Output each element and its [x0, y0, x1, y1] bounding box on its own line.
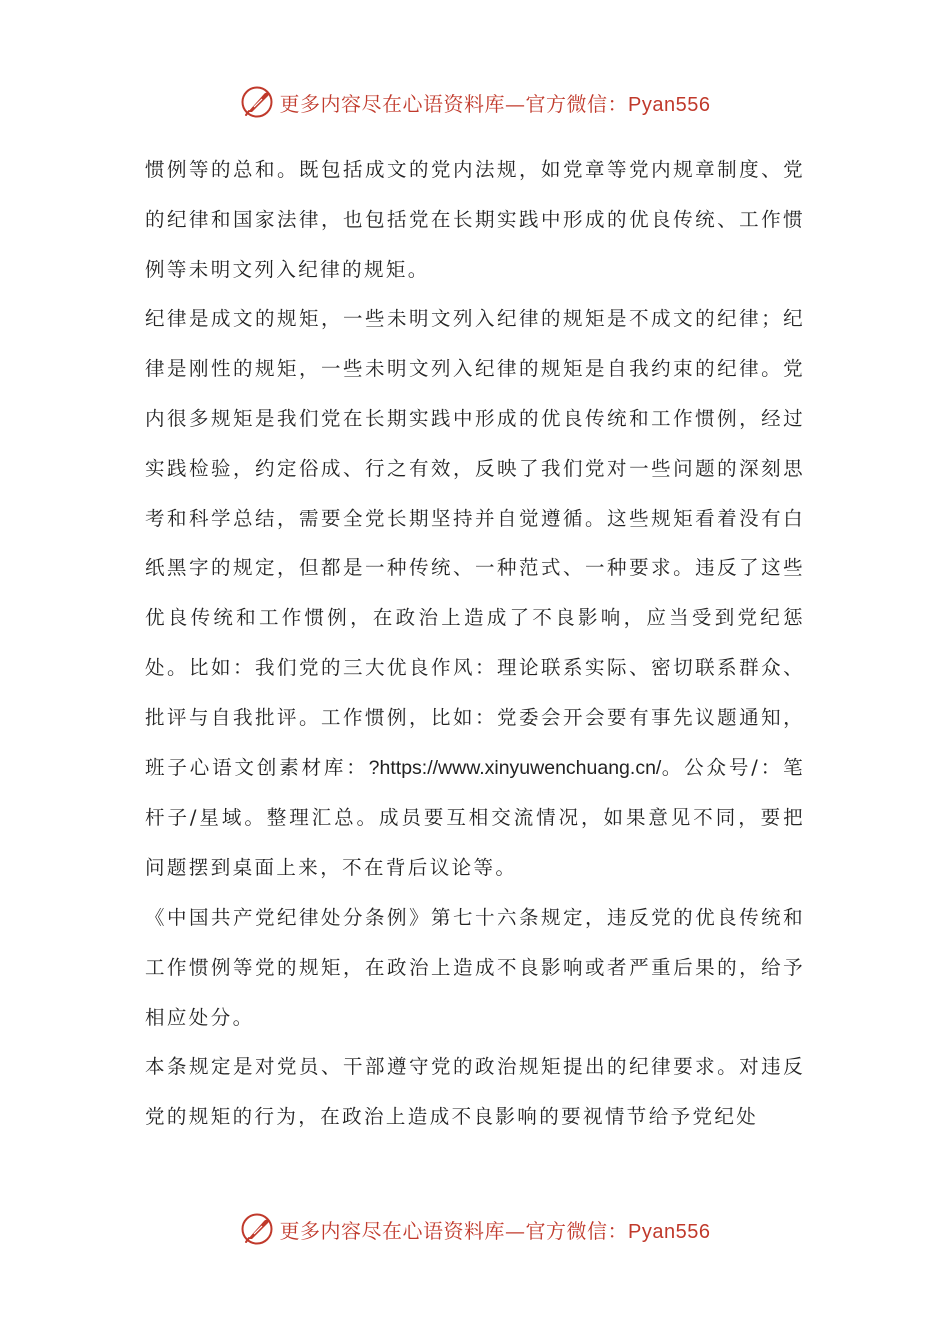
- header-wechat-id: Pyan556: [628, 93, 711, 116]
- quill-pen-circle-icon: [240, 1212, 274, 1246]
- header-banner-text: [280, 88, 711, 117]
- document-body: [145, 145, 805, 1142]
- header-banner-label: 更多内容尽在心语资料库—官方微信：: [279, 91, 629, 116]
- paragraph-2: [145, 294, 805, 893]
- footer-wechat-id: Pyan556: [628, 1220, 711, 1243]
- paragraph-4: 本条规定是对党员、干部遵守党的政治规矩提出的纪律要求。对违反党的规矩的行为，在政治上造成不良影响的要视情节给予党纪处: [145, 1055, 805, 1129]
- quill-pen-circle-icon: [240, 85, 274, 119]
- paragraph-2-end: 。公众号/：笔杆子/星域。整理汇总。成员要互相交流情况，如果意见不同，要把问题摆到桌面上来，不在背后议论等。: [145, 755, 805, 880]
- footer-banner-label: 更多内容尽在心语资料库—官方微信：: [279, 1218, 629, 1243]
- header-banner: [0, 82, 950, 122]
- footer-banner: [0, 1209, 950, 1249]
- paragraph-2-start: 纪律是成文的规矩，一些未明文列入纪律的规矩是不成文的纪律；纪律是刚性的规矩，一些未明文列入纪律的规矩是自我约束的纪律。党内很多规矩是我们党在长期实践中形成的优良传统和工作惯例，经过实践检验，约定俗成、行之有效，反映了我们党对一些问题的深刻思考和科学总结，需要全党长期坚持并自觉遵循。这些规矩看着没有白纸黑字的规定，但都是一种传统、一种范式、一种要求。违反了这些优良传统和工作惯例，在政治上造成了不良影响，应当受到党纪惩处。比如：我们党的三大优良作风：理论联系实际、密切联系群众、批评与自我批评。工作惯例，比如：党委会开会要有事先议题通知，: [145, 307, 805, 729]
- paragraph-2-library: 班子心语文创素材库：: [145, 755, 369, 779]
- website-link[interactable]: ?https://www.xinyuwenchuang.cn/: [368, 756, 662, 779]
- footer-banner-text: [280, 1215, 711, 1244]
- paragraph-1: 惯例等的总和。既包括成文的党内法规，如党章等党内规章制度、党的纪律和国家法律，也包括党在长期实践中形成的优良传统、工作惯例等未明文列入纪律的规矩。: [145, 158, 805, 281]
- paragraph-3: 《中国共产党纪律处分条例》第七十六条规定，违反党的优良传统和工作惯例等党的规矩，在政治上造成不良影响或者严重后果的，给予相应处分。: [145, 905, 805, 1029]
